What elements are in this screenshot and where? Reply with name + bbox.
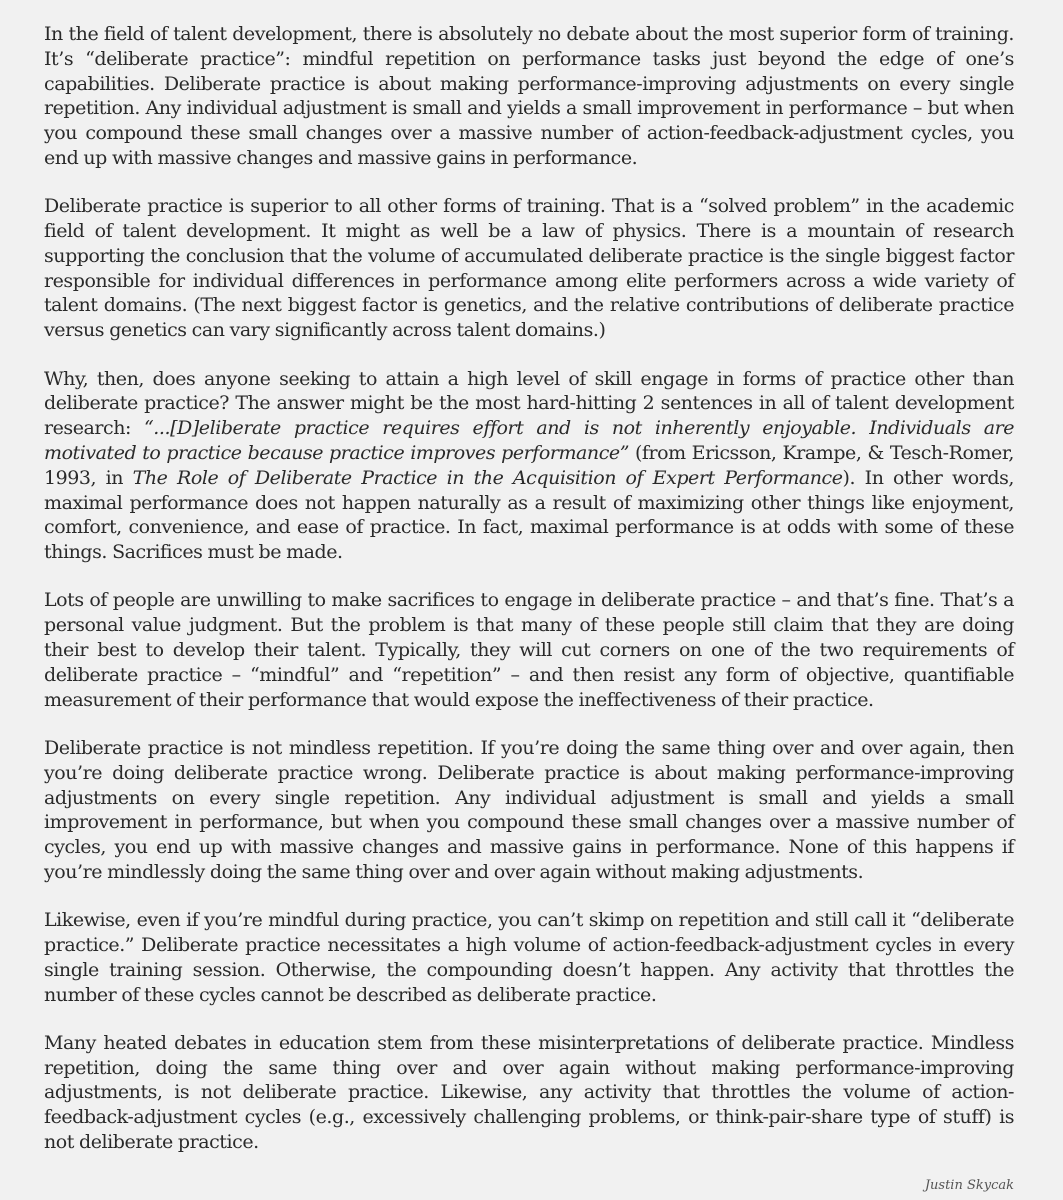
paragraph-superior-training: Deliberate practice is superior to all other forms of training. That is a “solved problem” in the academic field of talent development. It might as well be a law of physics. There is a mountain of research supporting the conclusion that the volume of accumulated deliberate practice is the single biggest factor responsible for individual differences in performance among elite performers across a wide variety of talent domains. (The next biggest factor is genetics, and the relative contributions of deliberate practice versus genetics can vary significantly across talent domains.) [44,195,1014,342]
author-signature: Justin Skycak [924,1178,1014,1193]
paragraph-talent-development: In the field of talent development, there is absolutely no debate about the most superior form of training. It’s “deliberate practice”: mindful repetition on performance tasks just beyond the edge of one’s capabilities. Deliberate practice is about making performance-improving adjustments on every single repetition. Any individual adjustment is small and yields a small improvement in performance – but when you compound these small changes over a massive number of action-feedback-adjustment cycles, you end up with massive changes and massive gains in performance. [44,23,1014,169]
paragraph-heated-debates: Many heated debates in education stem from these misinterpretations of deliberate practice. Mindless repetition, doing the same thing over and over again without making performance-improving adjustments, is not deliberate practice. Likewise, any activity that throttles the volume of action-feedback-adjustment cycles (e.g., excessively challenging problems, or think-pair-share type of stuff) is not deliberate practice. [44,1031,1014,1154]
italic-citation: “...[D]eliberate practice requires effort and is not inherently enjoyable. Individuals are motivated to practice because practice improves performance” [44,417,1014,464]
article-body [44,22,1014,1178]
paragraph-not-mindless: Deliberate practice is not mindless repetition. If you’re doing the same thing over and over again, then you’re doing deliberate practice wrong. Deliberate practice is about making performance-improving adjustments on every single repetition. Any individual adjustment is small and yields a small improvement in performance, but when you compound these small changes over a massive number of cycles, you end up with massive changes and massive gains in performance. None of this happens if you’re mindlessly doing the same thing over and over again without making adjustments. [44,736,1014,883]
paragraph-unwilling-sacrifices: Lots of people are unwilling to make sacrifices to engage in deliberate practice – and that’s fine. That’s a personal value judgment. But the problem is that many of these people still claim that they are doing their best to develop their talent. Typically, they will cut corners on one of the two requirements of deliberate practice – “mindful” and “repetition” – and then resist any form of objective, quantifiable measurement of their performance that would expose the ineffectiveness of their practice. [44,589,1014,711]
paragraph-why-other-practice: Why, then, does anyone seeking to attain a high level of skill engage in forms of practice other than deliberate practice? The answer might be the most hard-hitting 2 sentences in all of talent development research: “...[D]eliberate practice requires effort and is not inherently enjoyable. Individuals are motivated to practice because practice improves performance” (from Ericsson, Krampe, & Tesch-Romer, 1993, in The Role of Deliberate Practice in the Acquisition of Expert Performance). In other words, maximal performance does not happen naturally as a result of maximizing other things like enjoyment, comfort, convenience, and ease of practice. In fact, maximal performance is at odds with some of these things. Sacrifices must be made. [44,367,1014,564]
paragraph-skimp-repetition: Likewise, even if you’re mindful during practice, you can’t skimp on repetition and still call it “deliberate practice.” Deliberate practice necessitates a high volume of action-feedback-adjustment cycles in every single training session. Otherwise, the compounding doesn’t happen. Any activity that throttles the number of these cycles cannot be described as deliberate practice. [44,909,1014,1006]
italic-citation: The Role of Deliberate Practice in the Acquisition of Expert Performance [132,466,843,489]
